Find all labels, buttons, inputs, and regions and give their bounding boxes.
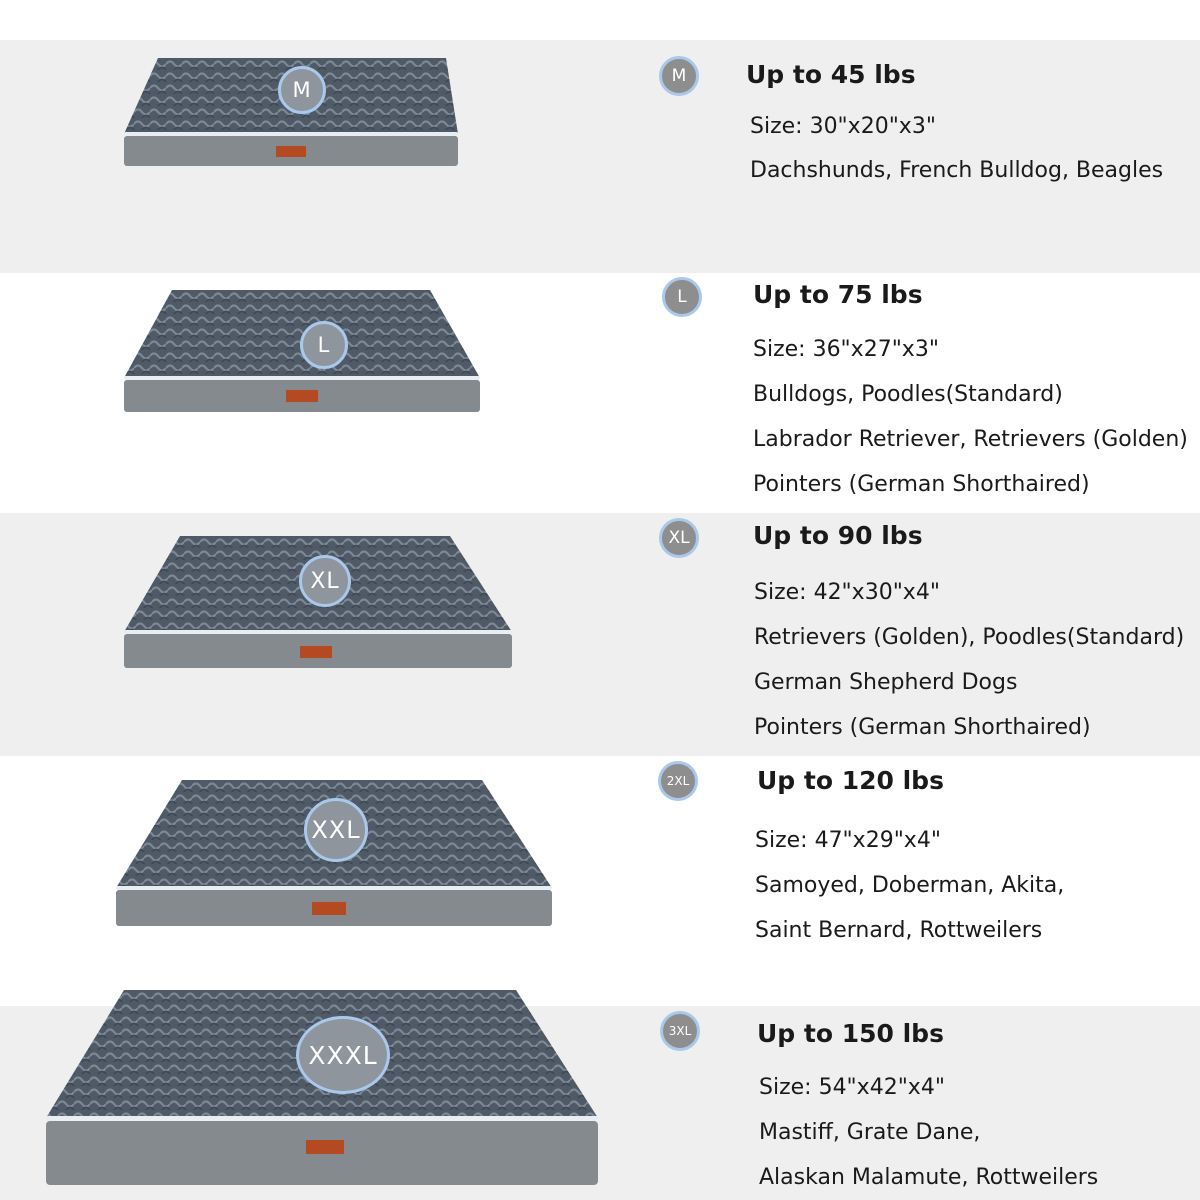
brand-label-patch	[286, 390, 318, 402]
brand-label-patch	[312, 902, 346, 915]
weight-limit: Up to 120 lbs	[757, 766, 944, 795]
bed-dimensions: Size: 30"x20"x3"	[750, 114, 936, 139]
brand-label-patch	[300, 646, 332, 658]
size-chip-icon: 2XL	[658, 761, 698, 801]
bed-size-badge: L	[300, 321, 348, 369]
weight-limit: Up to 90 lbs	[753, 521, 923, 550]
breed-list-line: Saint Bernard, Rottweilers	[755, 918, 1043, 943]
weight-limit: Up to 75 lbs	[753, 280, 923, 309]
size-chip-icon: L	[662, 277, 702, 317]
breed-list-line: Pointers (German Shorthaired)	[753, 472, 1090, 497]
breed-list-line: Bulldogs, Poodles(Standard)	[753, 382, 1063, 407]
breed-list-line: Alaskan Malamute, Rottweilers	[759, 1165, 1099, 1190]
bed-dimensions: Size: 47"x29"x4"	[755, 828, 941, 853]
bed-dimensions: Size: 36"x27"x3"	[753, 337, 939, 362]
bed-size-badge: XL	[299, 555, 351, 607]
bed-size-badge: XXXL	[296, 1016, 390, 1094]
brand-label-patch	[306, 1140, 344, 1154]
breed-list-line: Dachshunds, French Bulldog, Beagles	[750, 158, 1164, 183]
size-chip-icon: M	[659, 56, 699, 96]
breed-list-line: Labrador Retriever, Retrievers (Golden)	[753, 427, 1188, 452]
breed-list-line: Samoyed, Doberman, Akita,	[755, 873, 1065, 898]
bed-dimensions: Size: 54"x42"x4"	[759, 1075, 945, 1100]
size-chip-icon: 3XL	[660, 1011, 700, 1051]
bed-size-badge: XXL	[304, 798, 368, 862]
size-chip-icon: XL	[659, 518, 699, 558]
brand-label-patch	[276, 146, 306, 157]
bed-size-badge: M	[278, 66, 326, 114]
weight-limit: Up to 45 lbs	[746, 60, 916, 89]
breed-list-line: Retrievers (Golden), Poodles(Standard)	[754, 625, 1185, 650]
breed-list-line: Mastiff, Grate Dane,	[759, 1120, 981, 1145]
breed-list-line: Pointers (German Shorthaired)	[754, 715, 1091, 740]
weight-limit: Up to 150 lbs	[757, 1019, 944, 1048]
bed-dimensions: Size: 42"x30"x4"	[754, 580, 940, 605]
breed-list-line: German Shepherd Dogs	[754, 670, 1018, 695]
